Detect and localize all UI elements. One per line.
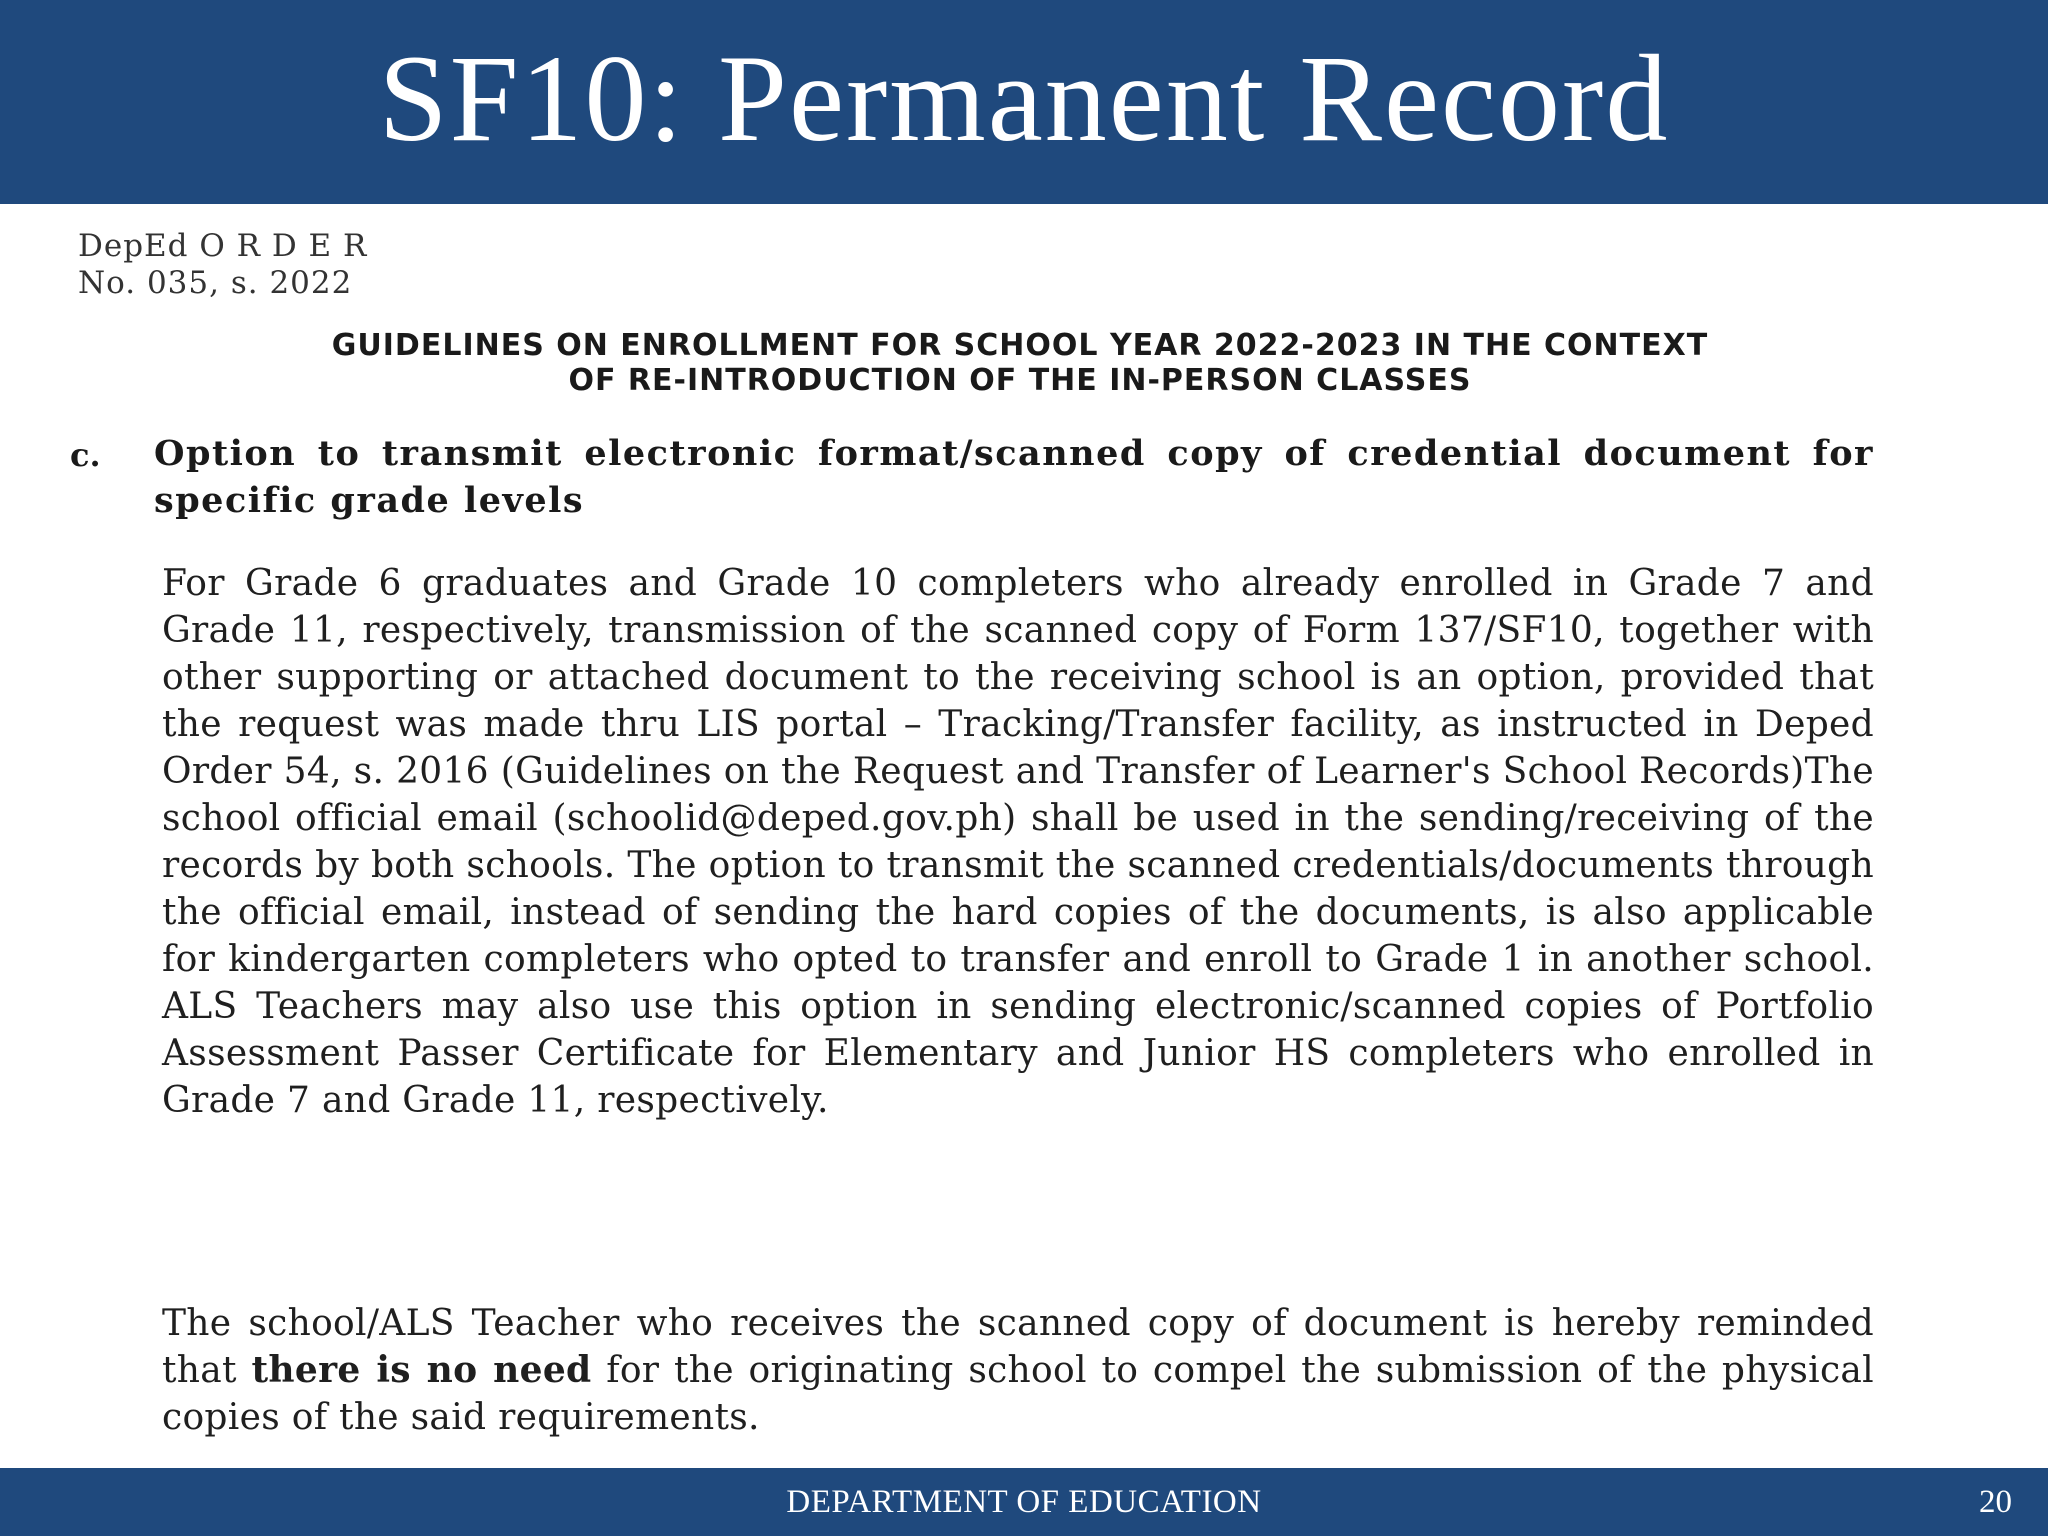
slide-title: SF10: Permanent Record [378,30,1670,167]
section-title: Option to transmit electronic format/scanned copy of credential document for specific grade levels [154,433,1874,521]
order-label: DepEd O R D E R [78,228,368,264]
body-paragraph-2 [162,1300,1874,1441]
paragraph-2-text-end: for the originating school to compel the submission of the physical copies of the said requirements. [162,1350,1874,1438]
slide-title-bar [0,0,2048,204]
body-paragraph-1: For Grade 6 graduates and Grade 10 completers who already enrolled in Grade 7 and Grade 11, respectively, transmission of the scanned copy of Form 137/SF10, together with other supporting or attached document to the receiving school is an option, provided that the request was made thru LIS portal – Tracking/Transfer facility, as instructed in Deped Order 54, s. 2016 (Guidelines on the Request and Transfer of Learner's School Records)The school official email (schoolid@deped.gov.ph) shall be used in the sending/receiving of the records by both schools. The option to transmit the scanned credentials/documents through the official email, instead of sending the hard copies of the documents, is also applicable for kindergarten completers who opted to transfer and enroll to Grade 1 in another school. ALS Teachers may also use this option in sending electronic/scanned copies of Portfolio Assessment Passer Certificate for Elementary and Junior HS completers who enrolled in Grade 7 and Grade 11, respectively. [162,563,1874,1121]
order-number: No. 035, s. 2022 [78,265,353,301]
paragraph-2-emphasis: there is no need [251,1349,592,1391]
footer-label: DEPARTMENT OF EDUCATION [786,1484,1262,1520]
paragraph-2-text-start: The school/ALS Teacher who receives the scanned copy of document is hereby reminded that [162,1303,1874,1391]
slide-footer [0,1468,2048,1536]
order-heading [110,328,1930,398]
section-letter: c. [70,436,101,474]
page-number: 20 [1979,1484,2012,1520]
order-heading-line-2: OF RE-INTRODUCTION OF THE IN-PERSON CLASSES [568,363,1472,398]
order-heading-line-1: GUIDELINES ON ENROLLMENT FOR SCHOOL YEAR 2022-2023 IN THE CONTEXT [331,328,1709,363]
deped-order-excerpt [0,204,2048,1468]
